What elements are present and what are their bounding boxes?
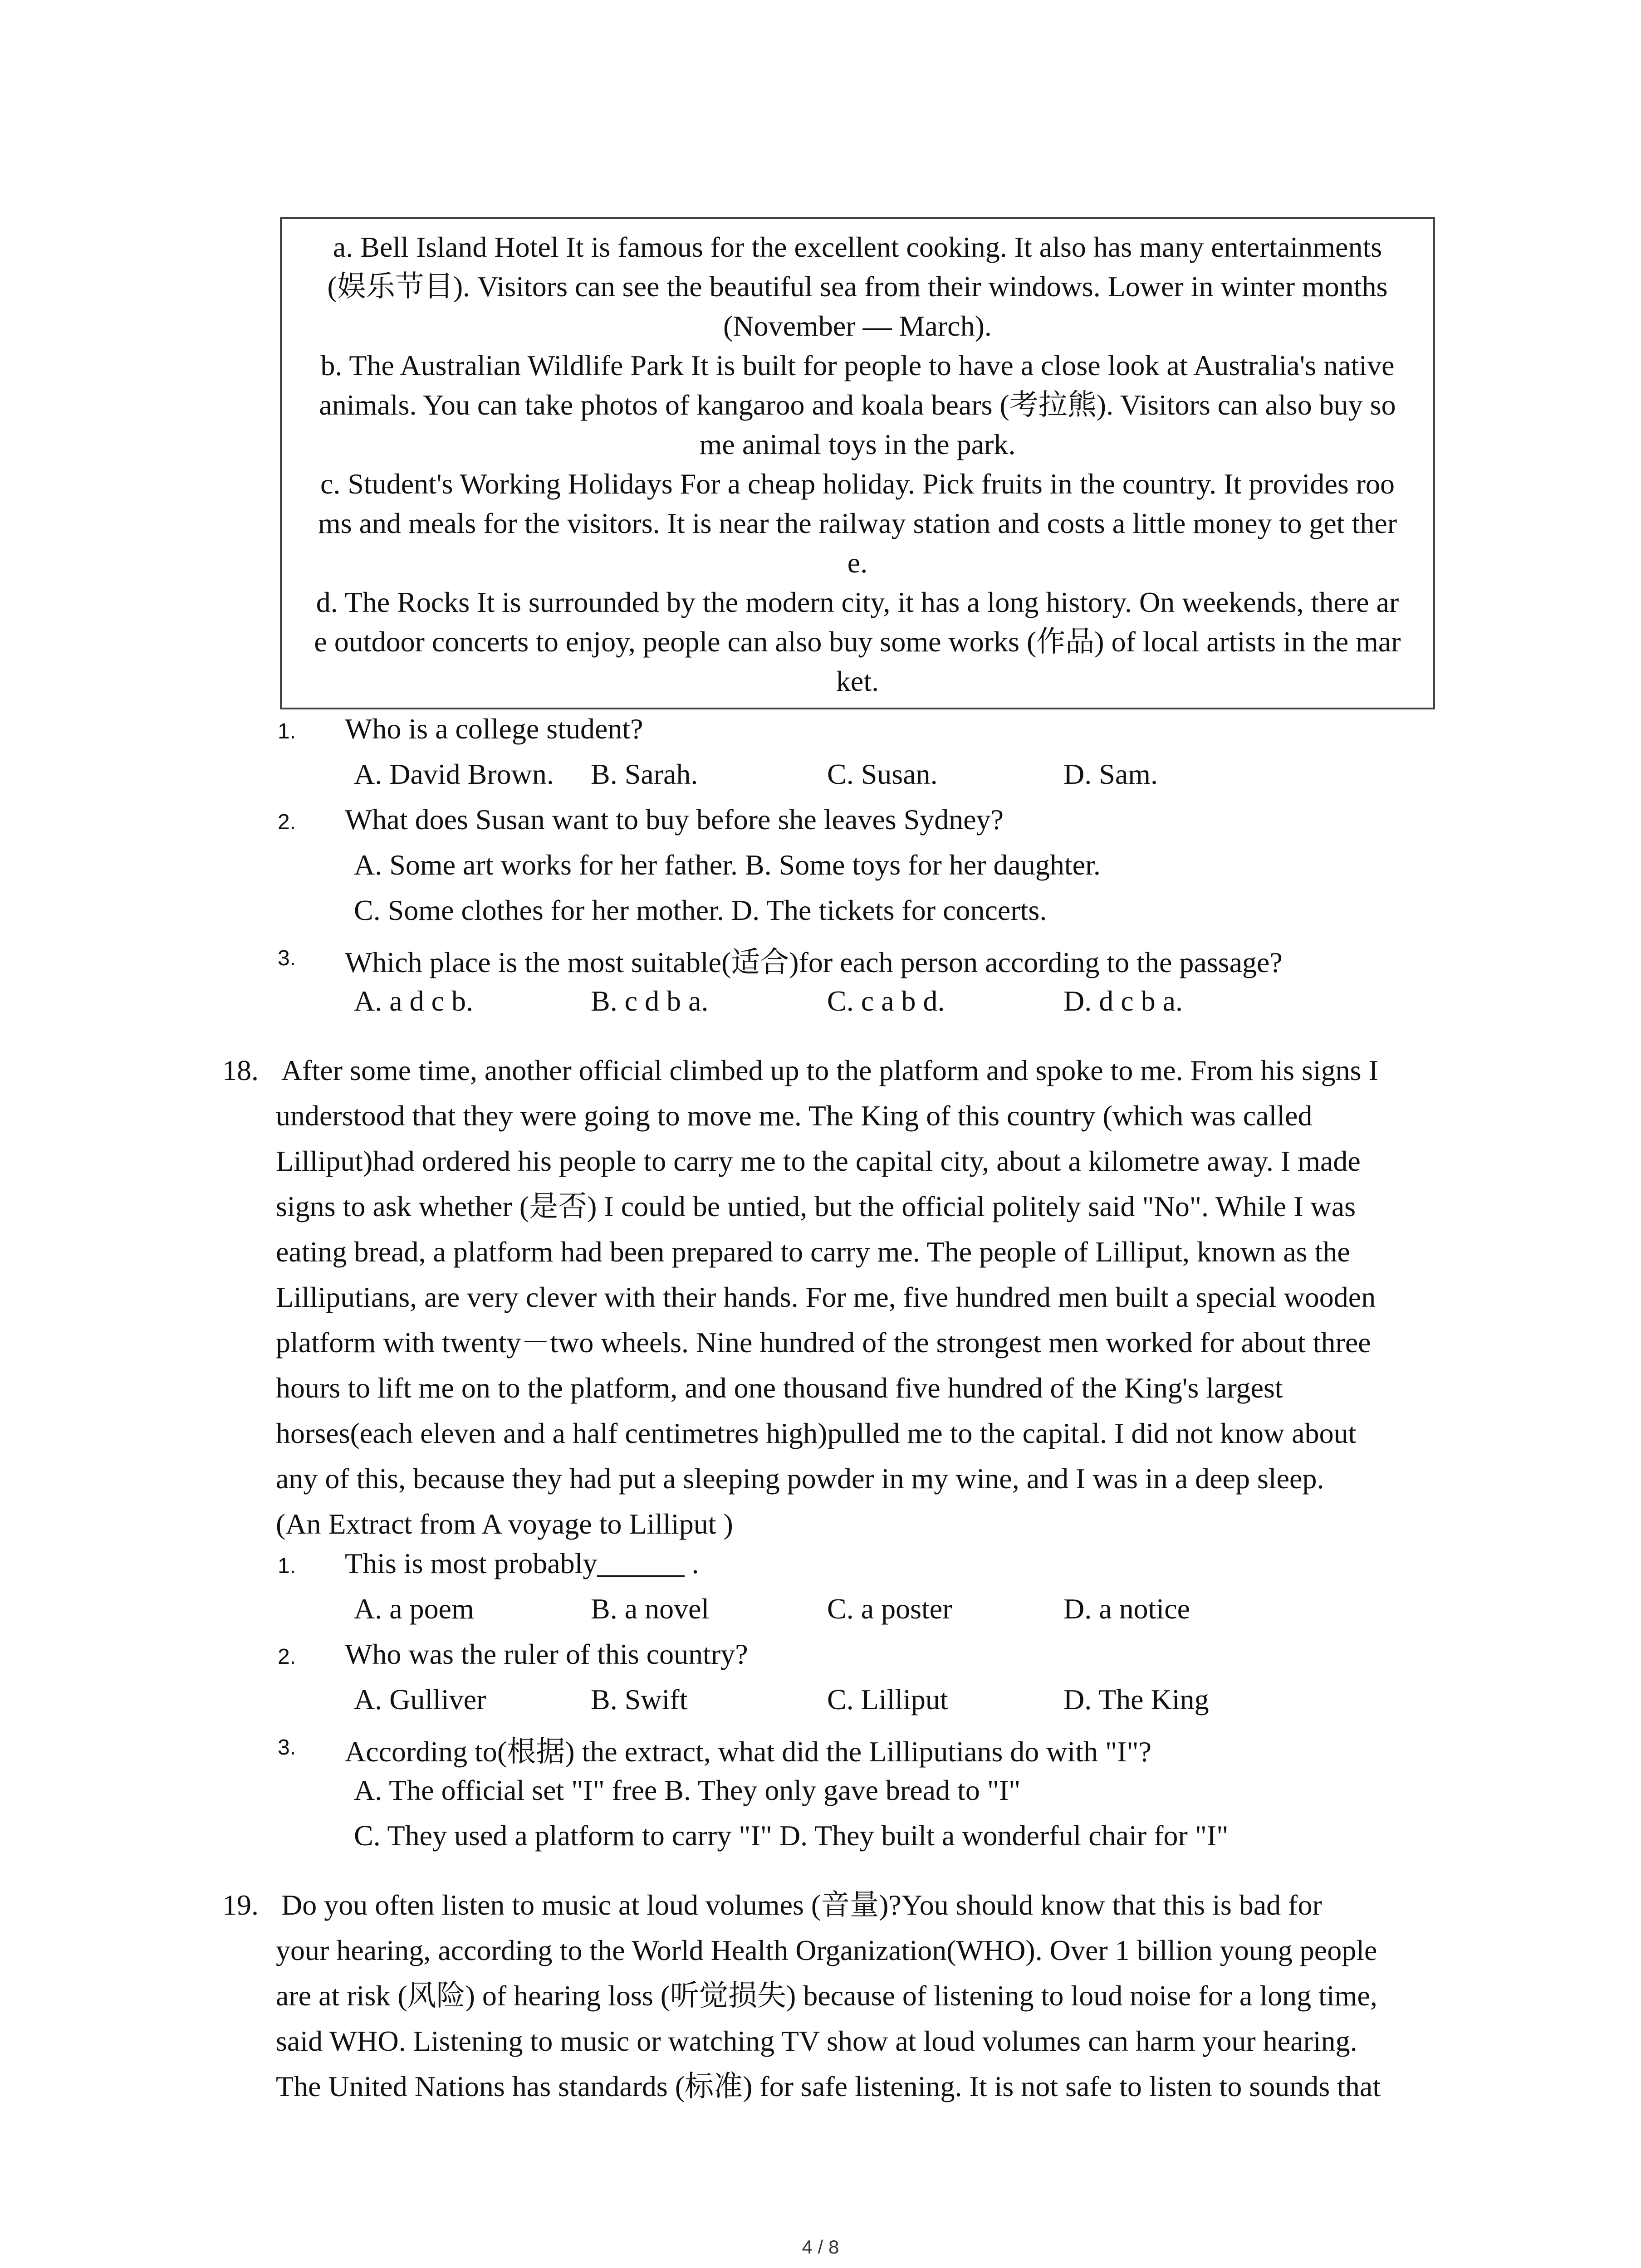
passage-line: b. The Australian Wildlife Park It is built for people to have a close look at Australia's native	[320, 349, 1395, 381]
q18-passage	[222, 1048, 1446, 1547]
question-number: 3.	[278, 946, 296, 970]
passage-line: ket.	[836, 665, 879, 697]
passage-line: Do you often listen to music at loud volumes (音量)?You should know that this is bad for	[281, 1889, 1322, 1921]
passage-line: are at risk (风险) of hearing loss (听觉损失) because of listening to loud noise for a long time,	[276, 1980, 1377, 2012]
question-number: 3.	[278, 1735, 296, 1760]
option-a: A. a d c b.	[354, 985, 474, 1017]
option-b: B. Swift	[591, 1683, 688, 1716]
option-d: D. a notice	[1063, 1593, 1190, 1625]
question-number: 2.	[278, 810, 296, 834]
option-c: C. a poster	[827, 1593, 952, 1625]
question-text: Who is a college student?	[345, 713, 643, 745]
option-c: C. Lilliput	[827, 1683, 948, 1716]
question-text: This is most probably______ .	[345, 1547, 699, 1579]
option-a: A. Gulliver	[354, 1683, 486, 1716]
option-d: D. Sam.	[1063, 758, 1158, 790]
passage-line: c. Student's Working Holidays For a cheap holiday. Pick fruits in the country. It provides roo	[320, 468, 1395, 500]
passage-line: hours to lift me on to the platform, and one thousand five hundred of the King's largest	[276, 1372, 1283, 1404]
passage-line: ms and meals for the visitors. It is near the railway station and costs a little money to get ther	[318, 507, 1397, 539]
page-number: 4 / 8	[802, 2236, 839, 2258]
passage-line: (An Extract from A voyage to Lilliput )	[276, 1508, 733, 1540]
question-text: Which place is the most suitable(适合)for each person according to the passage?	[345, 946, 1283, 978]
q19-passage	[222, 1882, 1446, 2109]
option-c: C. Susan.	[827, 758, 938, 790]
passage-line: e.	[847, 547, 868, 579]
question-text: What does Susan want to buy before she leaves Sydney?	[345, 803, 1004, 836]
option-row: A. Some art works for her father. B. Some toys for her daughter.	[354, 849, 1101, 881]
question-number: 19.	[222, 1889, 259, 1921]
question-text: According to(根据) the extract, what did the Lilliputians do with "I"?	[345, 1735, 1152, 1768]
option-row: A. The official set "I" free B. They only gave bread to "I"	[354, 1774, 1021, 1806]
passage-line: The United Nations has standards (标准) for safe listening. It is not safe to listen to sounds that	[276, 2070, 1381, 2102]
option-a: A. a poem	[354, 1593, 474, 1625]
passage-line: animals. You can take photos of kangaroo and koala bears (考拉熊). Visitors can also buy so	[319, 389, 1396, 421]
passage-line: eating bread, a platform had been prepared to carry me. The people of Lilliput, known as the	[276, 1236, 1350, 1268]
passage-line: a. Bell Island Hotel It is famous for the excellent cooking. It also has many entertainments	[333, 231, 1382, 263]
passage-line: platform with twenty－two wheels. Nine hundred of the strongest men worked for about three	[276, 1326, 1371, 1359]
passage-line: (November — March).	[723, 310, 992, 342]
passage-line: e outdoor concerts to enjoy, people can also buy some works (作品) of local artists in the mar	[314, 626, 1401, 658]
passage-line: signs to ask whether (是否) I could be untied, but the official politely said "No". While I was	[276, 1190, 1356, 1222]
option-a: A. David Brown.	[354, 758, 554, 790]
passage-line: Lilliputians, are very clever with their hands. For me, five hundred men built a special wooden	[276, 1281, 1376, 1313]
question-number: 1.	[278, 719, 296, 743]
passage-line: understood that they were going to move me. The King of this country (which was called	[276, 1100, 1313, 1132]
passage-line: me animal toys in the park.	[699, 428, 1016, 460]
option-row: C. Some clothes for her mother. D. The tickets for concerts.	[354, 894, 1047, 926]
question-number: 1.	[278, 1554, 296, 1578]
passage-box	[280, 217, 1435, 709]
question-number: 18.	[222, 1054, 259, 1086]
option-d: D. d c b a.	[1063, 985, 1183, 1017]
option-row: C. They used a platform to carry "I" D. They built a wonderful chair for "I"	[354, 1819, 1229, 1852]
option-c: C. c a b d.	[827, 985, 945, 1017]
option-b: B. a novel	[591, 1593, 710, 1625]
option-b: B. c d b a.	[591, 985, 709, 1017]
passage-line: (娱乐节目). Visitors can see the beautiful sea from their windows. Lower in winter months	[327, 270, 1388, 303]
passage-line: Lilliput)had ordered his people to carry me to the capital city, about a kilometre away. I made	[276, 1145, 1361, 1177]
passage-line: said WHO. Listening to music or watching TV show at loud volumes can harm your hearing.	[276, 2025, 1357, 2057]
question-number: 2.	[278, 1645, 296, 1669]
passage-line: d. The Rocks It is surrounded by the modern city, it has a long history. On weekends, there ar	[316, 586, 1399, 618]
passage-line: After some time, another official climbed up to the platform and spoke to me. From his signs I	[281, 1054, 1378, 1086]
option-b: B. Sarah.	[591, 758, 698, 790]
question-text: Who was the ruler of this country?	[345, 1638, 748, 1670]
passage-line: your hearing, according to the World Health Organization(WHO). Over 1 billion young people	[276, 1934, 1377, 1966]
passage-line: horses(each eleven and a half centimetres high)pulled me to the capital. I did not know about	[276, 1417, 1357, 1449]
passage-line: any of this, because they had put a sleeping powder in my wine, and I was in a deep sleep.	[276, 1462, 1324, 1495]
option-d: D. The King	[1063, 1683, 1209, 1716]
